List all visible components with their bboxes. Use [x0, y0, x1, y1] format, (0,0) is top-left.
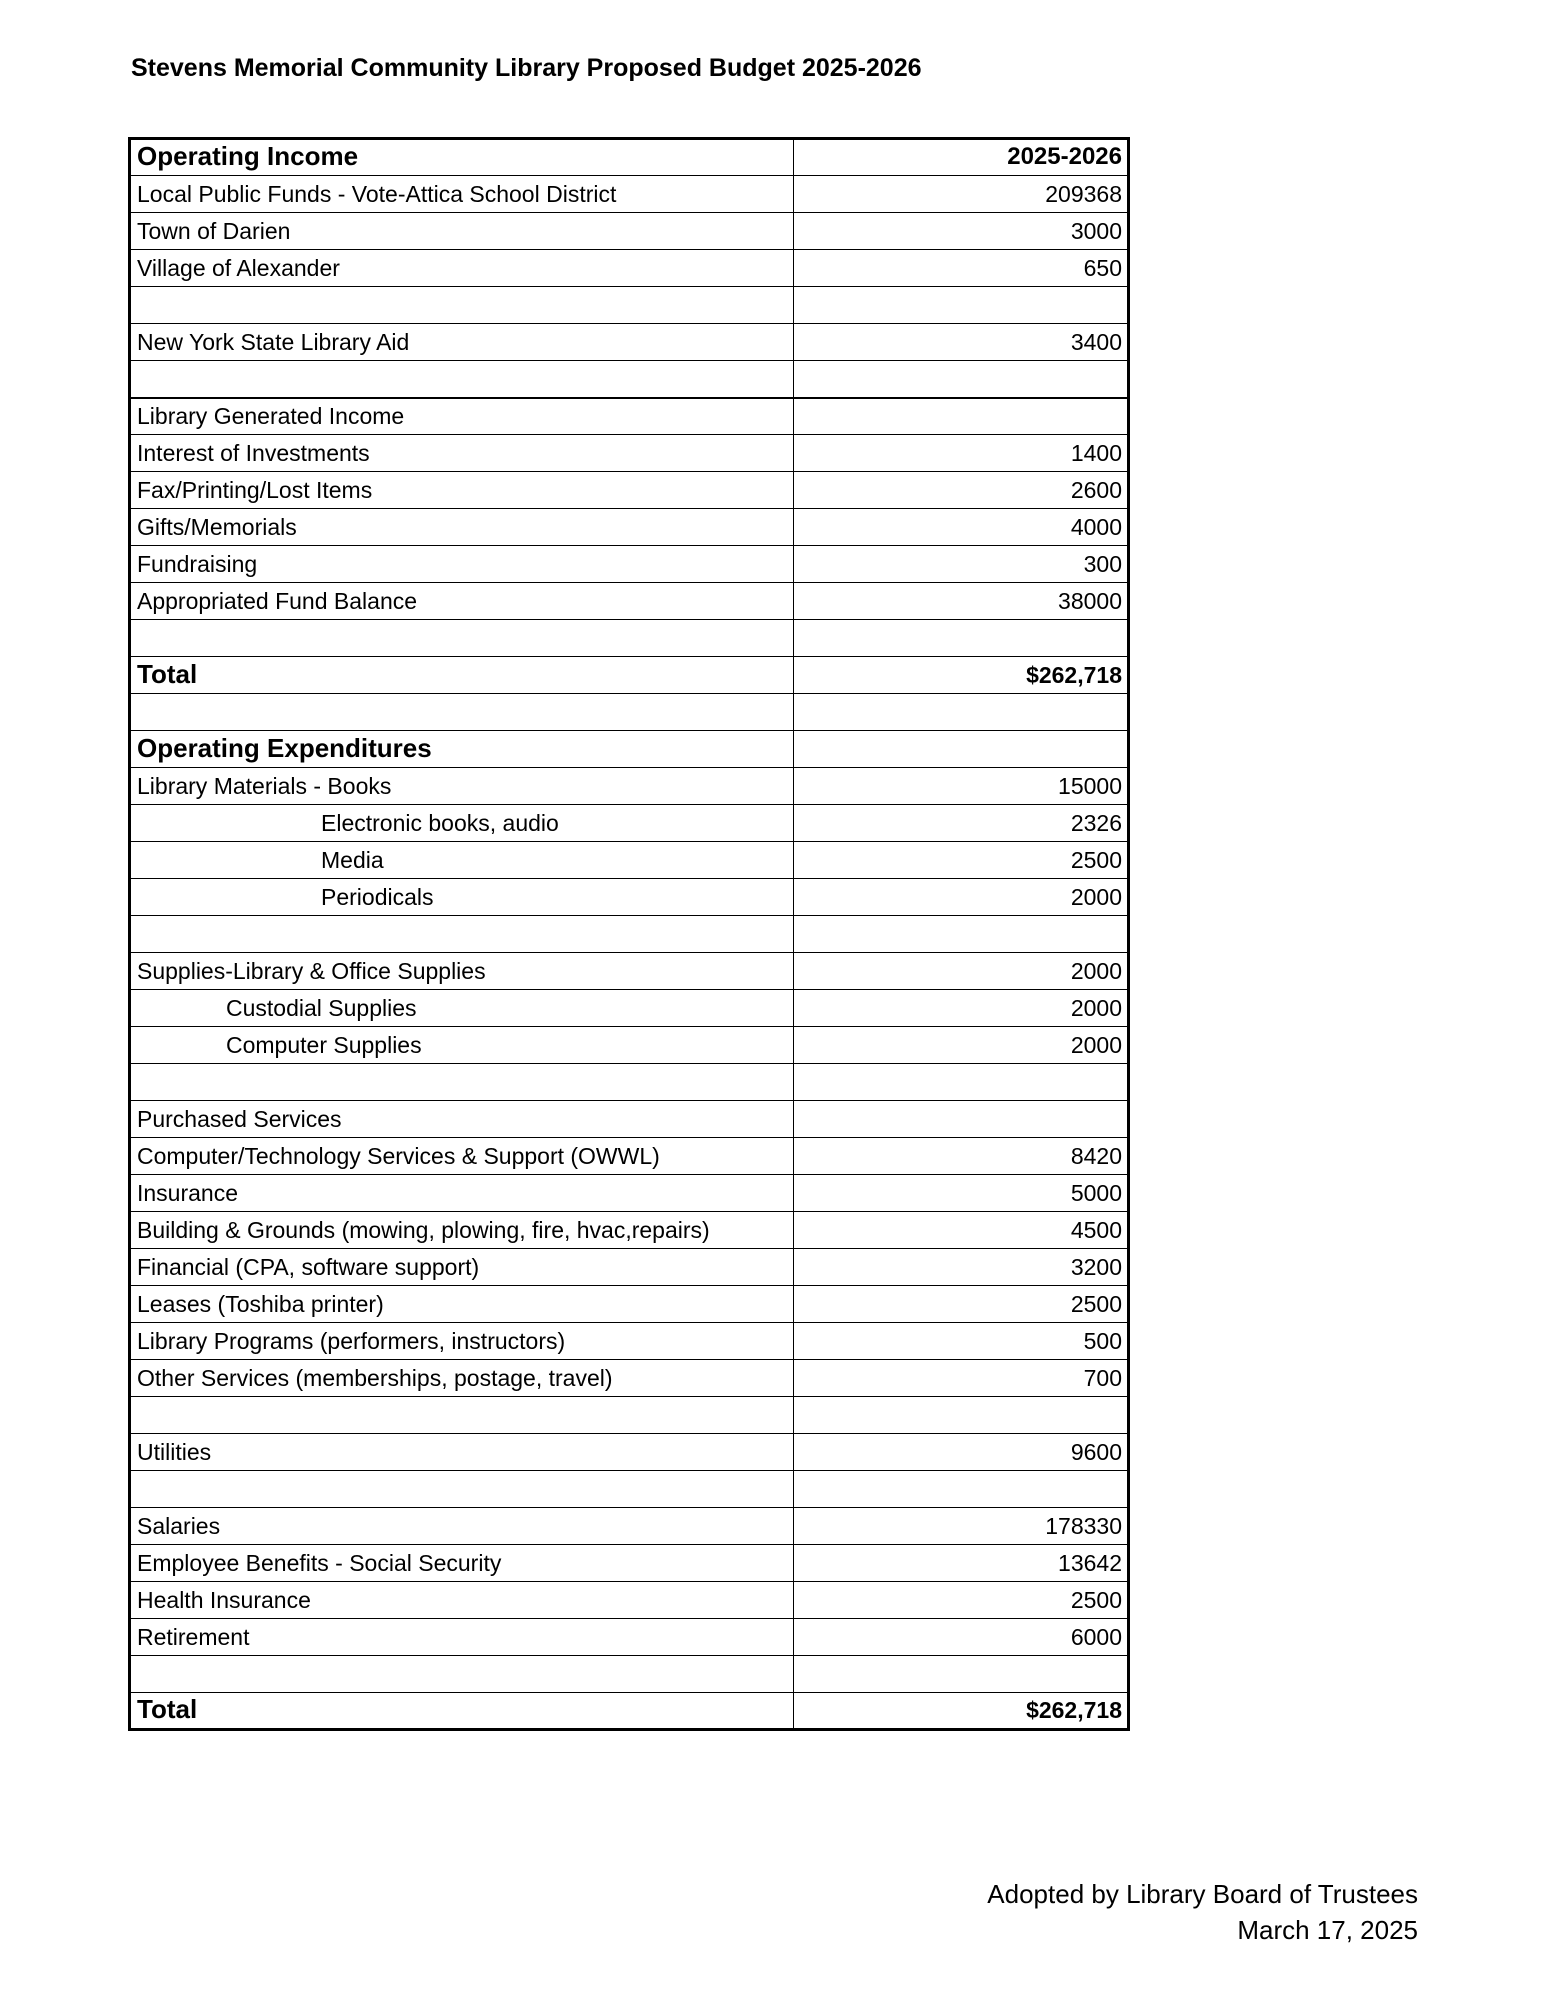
row-label-cell: New York State Library Aid [130, 324, 794, 361]
table-row-blank [130, 1397, 1129, 1434]
table-row-section-operating-expenditures [130, 731, 1129, 768]
row-value-cell: 2000 [794, 953, 1129, 990]
row-value-cell: 178330 [794, 1508, 1129, 1545]
row-label-cell: Fundraising [130, 546, 794, 583]
table-row [130, 1138, 1129, 1175]
section-title-operating-income: Operating Income [130, 139, 794, 176]
table-row-section-operating-income [130, 139, 1129, 176]
row-value-cell [794, 1656, 1129, 1693]
row-label-cell: Interest of Investments [130, 435, 794, 472]
table-row [130, 805, 1129, 842]
row-value-cell: 2000 [794, 879, 1129, 916]
row-value-cell: 2326 [794, 805, 1129, 842]
row-value-cell: 8420 [794, 1138, 1129, 1175]
table-row [130, 1619, 1129, 1656]
table-row [130, 1434, 1129, 1471]
table-row [130, 768, 1129, 805]
row-value-cell: 3200 [794, 1249, 1129, 1286]
row-value-cell [794, 361, 1129, 398]
row-value-cell [794, 287, 1129, 324]
row-label-cell: Library Programs (performers, instructors) [130, 1323, 794, 1360]
table-row [130, 176, 1129, 213]
table-row [130, 546, 1129, 583]
table-row [130, 250, 1129, 287]
table-row-blank [130, 1471, 1129, 1508]
row-label-cell [130, 1656, 794, 1693]
table-row [130, 1545, 1129, 1582]
row-value-cell: 6000 [794, 1619, 1129, 1656]
row-label-cell: Periodicals [130, 879, 794, 916]
row-label-cell: Health Insurance [130, 1582, 794, 1619]
table-row [130, 1175, 1129, 1212]
adoption-footer [0, 1876, 1418, 1948]
table-row [130, 953, 1129, 990]
budget-table [128, 137, 1130, 1731]
row-value-cell: 2500 [794, 1582, 1129, 1619]
row-value-cell [794, 1397, 1129, 1434]
section-title-operating-expenditures: Operating Expenditures [130, 731, 794, 768]
row-label-cell: Gifts/Memorials [130, 509, 794, 546]
adoption-footer-line2: March 17, 2025 [1237, 1915, 1418, 1945]
row-value-cell [794, 398, 1129, 435]
total-label: Total [130, 1693, 794, 1730]
row-value-cell: 2600 [794, 472, 1129, 509]
table-row [130, 1582, 1129, 1619]
row-label-cell: Insurance [130, 1175, 794, 1212]
table-row-total-income [130, 657, 1129, 694]
total-label: Total [130, 657, 794, 694]
row-label-cell: Building & Grounds (mowing, plowing, fire, hvac,repairs) [130, 1212, 794, 1249]
table-row [130, 1249, 1129, 1286]
row-label-cell: Town of Darien [130, 213, 794, 250]
table-row [130, 1027, 1129, 1064]
row-value-cell [794, 916, 1129, 953]
table-row-blank [130, 287, 1129, 324]
row-value-cell: 2500 [794, 1286, 1129, 1323]
row-label-cell [130, 1471, 794, 1508]
row-value-cell [794, 1064, 1129, 1101]
table-row [130, 879, 1129, 916]
row-label-cell: Village of Alexander [130, 250, 794, 287]
row-value-cell: 300 [794, 546, 1129, 583]
row-label-cell [130, 361, 794, 398]
row-label-cell: Salaries [130, 1508, 794, 1545]
table-row-blank [130, 916, 1129, 953]
row-label-cell: Custodial Supplies [130, 990, 794, 1027]
table-row [130, 472, 1129, 509]
row-label-cell: Financial (CPA, software support) [130, 1249, 794, 1286]
table-row-blank [130, 694, 1129, 731]
row-value-cell: 2000 [794, 1027, 1129, 1064]
table-row-blank [130, 361, 1129, 398]
row-value-cell: 2500 [794, 842, 1129, 879]
row-value-cell [794, 620, 1129, 657]
row-label-cell: Purchased Services [130, 1101, 794, 1138]
row-label-cell: Electronic books, audio [130, 805, 794, 842]
row-value-cell: 3000 [794, 213, 1129, 250]
table-row-blank [130, 620, 1129, 657]
row-label-cell: Supplies-Library & Office Supplies [130, 953, 794, 990]
total-value: $262,718 [794, 1693, 1129, 1730]
row-value-cell: 500 [794, 1323, 1129, 1360]
table-row [130, 583, 1129, 620]
row-label-cell: Fax/Printing/Lost Items [130, 472, 794, 509]
row-value-cell: 9600 [794, 1434, 1129, 1471]
table-row [130, 1286, 1129, 1323]
row-value-cell: 209368 [794, 176, 1129, 213]
row-value-cell: 700 [794, 1360, 1129, 1397]
row-label-cell [130, 1064, 794, 1101]
row-value-cell: 38000 [794, 583, 1129, 620]
column-header-year: 2025-2026 [794, 139, 1129, 176]
table-row [130, 324, 1129, 361]
table-row [130, 1360, 1129, 1397]
row-value-cell [794, 1101, 1129, 1138]
row-label-cell: Utilities [130, 1434, 794, 1471]
row-label-cell: Local Public Funds - Vote-Attica School District [130, 176, 794, 213]
table-row [130, 213, 1129, 250]
row-label-cell: Appropriated Fund Balance [130, 583, 794, 620]
row-label-cell: Media [130, 842, 794, 879]
row-label-cell: Computer Supplies [130, 1027, 794, 1064]
row-label-cell: Library Generated Income [130, 398, 794, 435]
row-label-cell [130, 287, 794, 324]
row-label-cell: Library Materials - Books [130, 768, 794, 805]
total-value: $262,718 [794, 657, 1129, 694]
row-value-cell [794, 731, 1129, 768]
table-row [130, 842, 1129, 879]
table-row [130, 1508, 1129, 1545]
row-label-cell: Retirement [130, 1619, 794, 1656]
row-label-cell [130, 1397, 794, 1434]
row-value-cell: 650 [794, 250, 1129, 287]
row-value-cell: 13642 [794, 1545, 1129, 1582]
row-label-cell [130, 694, 794, 731]
table-row [130, 398, 1129, 435]
row-value-cell [794, 694, 1129, 731]
row-value-cell: 2000 [794, 990, 1129, 1027]
row-label-cell: Leases (Toshiba printer) [130, 1286, 794, 1323]
table-row [130, 1101, 1129, 1138]
table-row-blank [130, 1656, 1129, 1693]
row-value-cell [794, 1471, 1129, 1508]
row-value-cell: 5000 [794, 1175, 1129, 1212]
adoption-footer-line1: Adopted by Library Board of Trustees [987, 1879, 1418, 1909]
row-value-cell: 4500 [794, 1212, 1129, 1249]
table-row-total-expenditures [130, 1693, 1129, 1730]
row-label-cell: Computer/Technology Services & Support (OWWL) [130, 1138, 794, 1175]
table-row [130, 509, 1129, 546]
row-value-cell: 1400 [794, 435, 1129, 472]
row-value-cell: 15000 [794, 768, 1129, 805]
table-row [130, 1323, 1129, 1360]
table-row [130, 435, 1129, 472]
row-label-cell [130, 620, 794, 657]
row-label-cell: Employee Benefits - Social Security [130, 1545, 794, 1582]
row-value-cell: 3400 [794, 324, 1129, 361]
table-row [130, 1212, 1129, 1249]
page-title: Stevens Memorial Community Library Proposed Budget 2025-2026 [131, 54, 922, 82]
row-label-cell: Other Services (memberships, postage, travel) [130, 1360, 794, 1397]
row-label-cell [130, 916, 794, 953]
row-value-cell: 4000 [794, 509, 1129, 546]
table-row-blank [130, 1064, 1129, 1101]
table-row [130, 990, 1129, 1027]
